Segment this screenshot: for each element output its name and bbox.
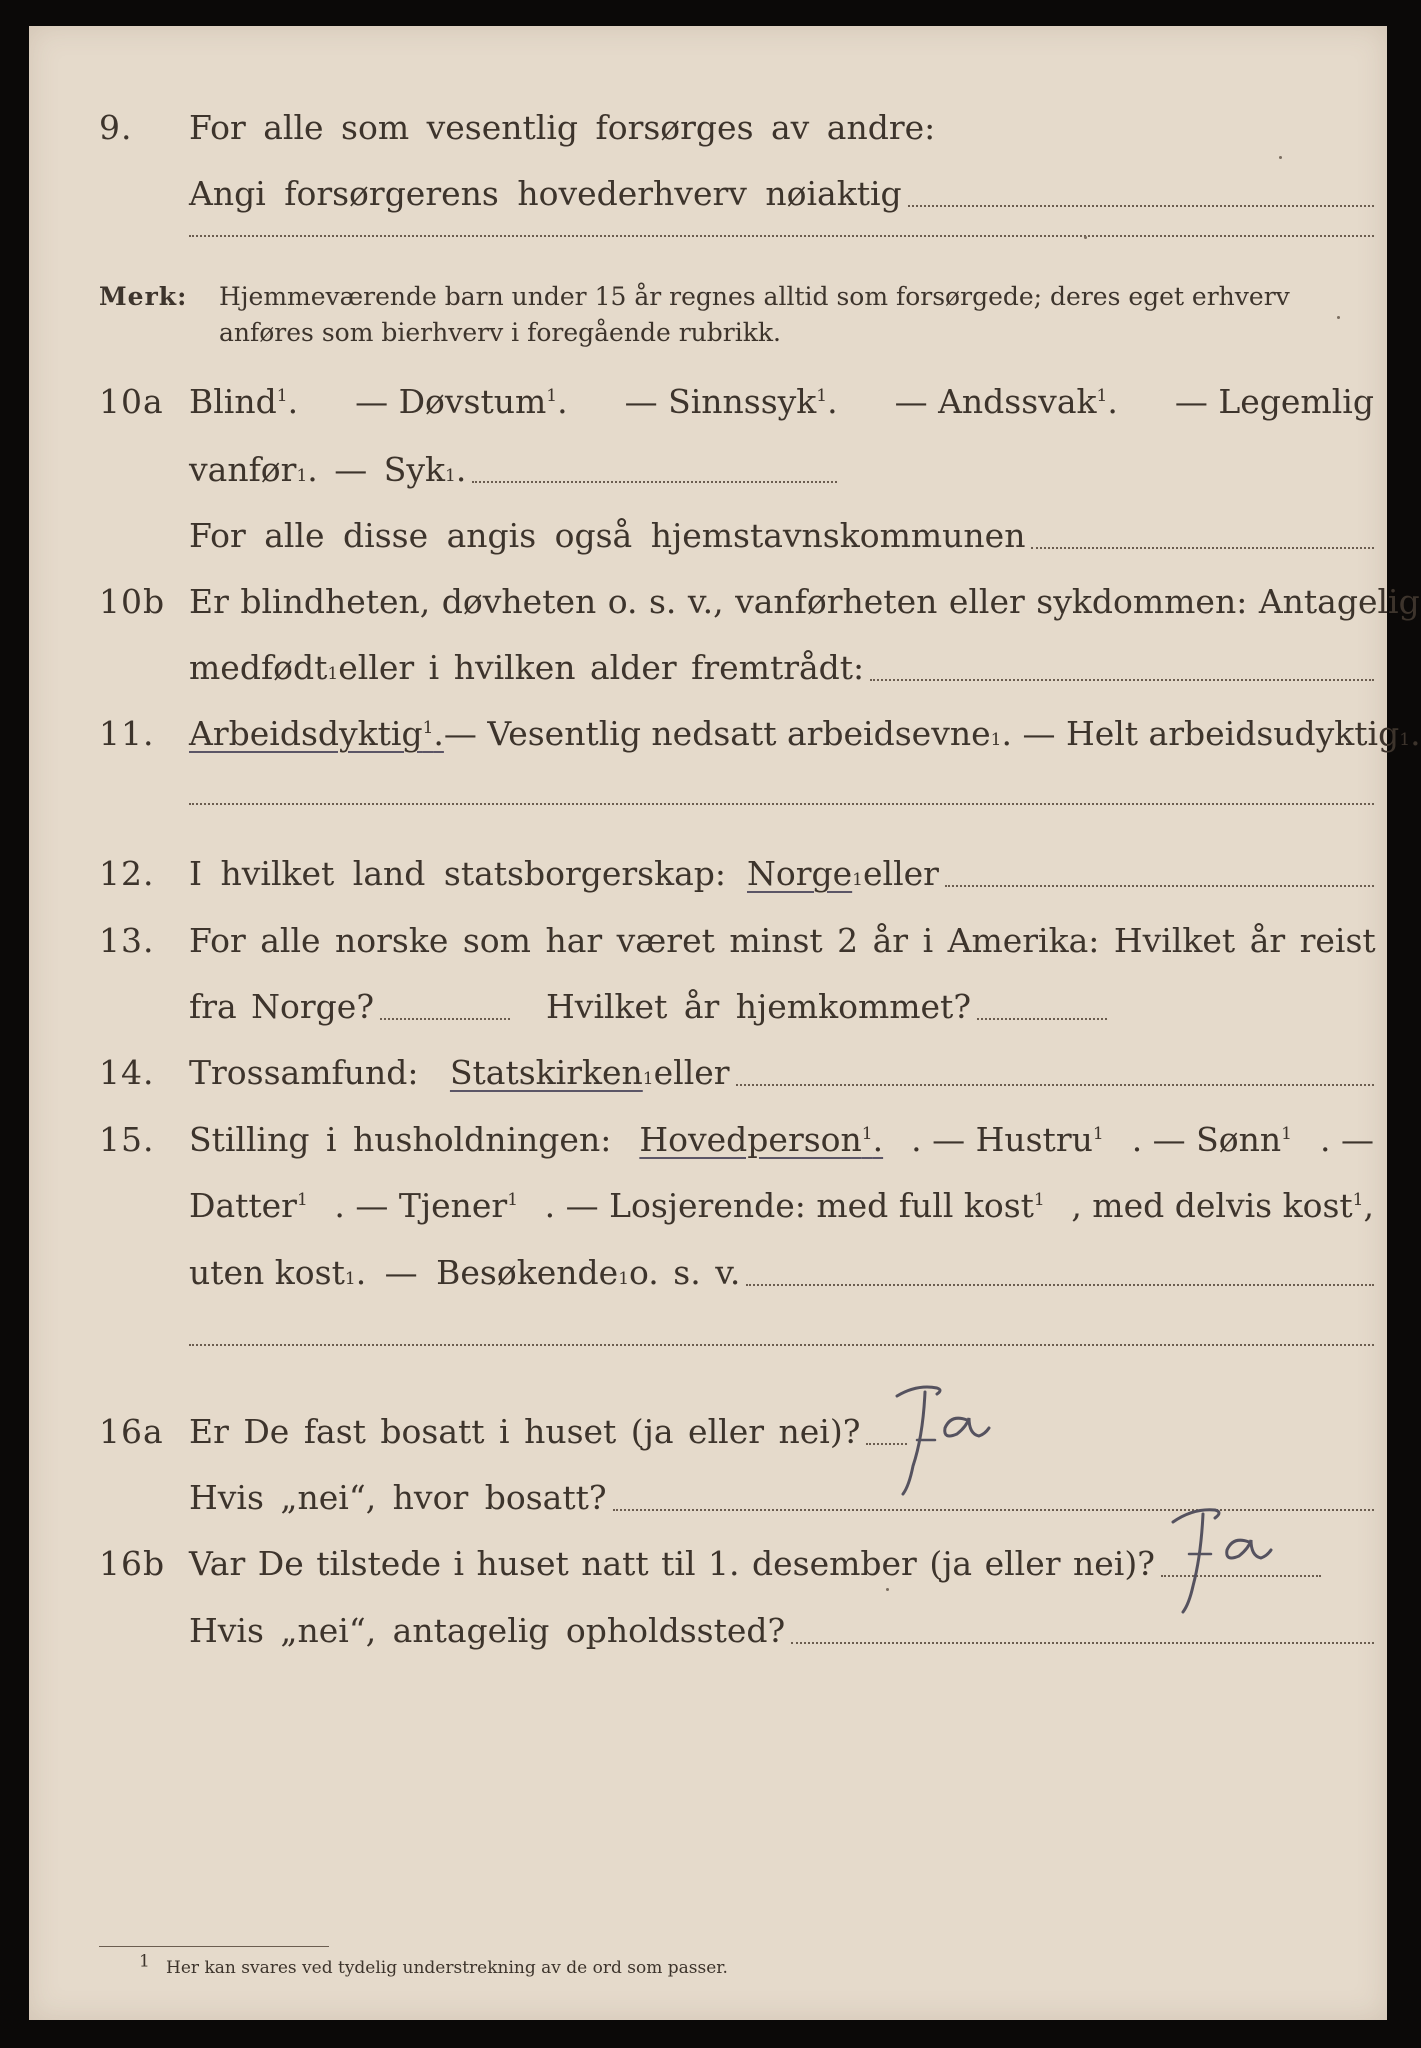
question-16a-row1 <box>29 1406 1387 1458</box>
answer-field[interactable] <box>870 678 1374 681</box>
option-norge-selected[interactable]: Norge <box>747 854 853 893</box>
footnote: $^1$ Her kan svares ved tydelig understrekning av de ord som passer. <box>139 1951 728 1978</box>
question-16b-row2 <box>29 1605 1387 1657</box>
option-full-kost[interactable]: . — Losjerende: med full kost$^1$ <box>544 1186 1045 1225</box>
option-dovstum[interactable]: — Døvstum$^1$. <box>355 382 568 421</box>
answer-line[interactable] <box>189 1344 1374 1346</box>
option-hovedperson-selected[interactable]: Hovedperson$^1$. <box>639 1120 884 1159</box>
question-12-row: 12. I hvilket land statsborgerskap: Norge 1 eller <box>29 848 1387 900</box>
answer-field[interactable] <box>613 1508 1374 1511</box>
question-9-row1 <box>29 102 1387 154</box>
answer-field[interactable] <box>791 1641 1374 1644</box>
answer-field[interactable] <box>866 1442 907 1445</box>
question-text: Er De fast bosatt i huset (ja eller nei)? <box>189 1412 861 1451</box>
option-datter[interactable]: Datter$^1$ <box>189 1186 308 1225</box>
question-number: 14. <box>99 1053 155 1092</box>
question-text: For alle norske som har været minst 2 år i Amerika: Hvilket år reist <box>189 921 1376 960</box>
question-15-row3: uten kost 1 . — Besøkende 1 o. s. v. <box>29 1247 1387 1299</box>
question-text: eller <box>863 854 939 893</box>
question-text: Var De tilstede i huset natt til 1. desember (ja eller nei)? <box>189 1544 1155 1583</box>
option-uten-kost[interactable]: uten kost <box>189 1253 345 1292</box>
question-10a-row2: vanfør 1 . — Syk 1 . <box>29 444 1387 496</box>
note-label: Merk: <box>99 282 188 311</box>
question-14-row: 14. Trossamfund: Statskirken 1 eller <box>29 1047 1387 1099</box>
question-text: For alle som vesentlig forsørges av andre: <box>189 108 936 147</box>
question-text: For alle disse angis også hjemstavnskommunen <box>189 516 1026 555</box>
option-delvis-kost[interactable]: , med delvis kost$^1$, <box>1071 1186 1374 1225</box>
paper-speck <box>1084 236 1087 239</box>
question-number: 10a <box>99 382 164 421</box>
option-helt-arbeidsudyktig[interactable]: . — Helt arbeidsudyktig <box>1001 714 1400 753</box>
question-text: eller <box>653 1053 730 1092</box>
answer-line[interactable] <box>189 803 1374 805</box>
question-10a-row3 <box>29 510 1387 562</box>
question-text: fra Norge? <box>189 987 375 1026</box>
question-text: Hvilket år hjemkommet? <box>546 987 972 1026</box>
question-text: Hvis „nei“, hvor bosatt? <box>189 1478 607 1517</box>
option-statskirken-selected[interactable]: Statskirken <box>449 1053 643 1092</box>
question-13-row1 <box>29 915 1387 967</box>
question-number: 10b <box>99 582 166 621</box>
question-text: Trossamfund: <box>189 1053 419 1092</box>
question-number: 13. <box>99 921 155 960</box>
option-tjener[interactable]: . — Tjener$^1$ <box>334 1186 519 1225</box>
note-text <box>219 279 1374 351</box>
option-hustru[interactable]: . — Hustru$^1$ <box>911 1120 1104 1159</box>
answer-field[interactable] <box>1161 1574 1321 1577</box>
question-13-row2 <box>29 981 1387 1033</box>
question-number: 12. <box>99 854 155 893</box>
option-blind[interactable]: Blind$^1$. <box>189 382 299 421</box>
question-text: Er blindheten, døvheten o. s. v., vanførheten eller sykdommen: Antagelig <box>189 582 1420 621</box>
question-number: 15. <box>99 1120 155 1159</box>
question-10b-row2: medfødt 1 eller i hvilken alder fremtrådt: <box>29 642 1387 694</box>
option-legemlig[interactable]: — Legemlig <box>1174 382 1374 421</box>
form-page <box>29 26 1421 2020</box>
question-text: I hvilket land statsborgerskap: <box>189 854 727 893</box>
question-number: 16a <box>99 1412 164 1451</box>
question-10a-row1 <box>29 376 1387 428</box>
question-11-row: 11. Arbeidsdyktig$^1$. — Vesentlig nedsatt arbeidsevne 1 . — Helt arbeidsudyktig 1 . <box>29 708 1387 760</box>
question-10b-row1 <box>29 576 1420 628</box>
note-line: Hjemmeværende barn under 15 år regnes alltid som forsørgede; deres eget erhverv <box>219 282 1290 311</box>
paper-speck <box>886 1588 889 1591</box>
question-text: Hvis „nei“, antagelig opholdssted? <box>189 1611 786 1650</box>
option-vanfor[interactable]: vanfør <box>189 450 297 489</box>
answer-field[interactable] <box>908 204 1374 207</box>
answer-field-reist[interactable] <box>380 1017 510 1020</box>
paper-speck <box>1279 156 1282 159</box>
note-line: anføres som bierhverv i foregående rubrikk. <box>219 318 781 347</box>
option-vesentlig-nedsatt[interactable]: — Vesentlig nedsatt arbeidsevne <box>443 714 991 753</box>
question-15-row2 <box>29 1180 1387 1232</box>
answer-field[interactable] <box>945 884 1374 887</box>
answer-field[interactable] <box>472 480 837 483</box>
answer-field[interactable] <box>1031 546 1374 549</box>
question-9-row2 <box>29 168 1387 220</box>
answer-line[interactable] <box>189 235 1374 237</box>
answer-field[interactable] <box>736 1083 1374 1086</box>
question-number: 11. <box>99 714 155 753</box>
question-number: 16b <box>99 1544 166 1583</box>
question-15-row1: 15. Stilling i husholdningen: Hovedperson$^1$. . — Hustru$^1$ . — Sønn$^1$ . — <box>29 1114 1387 1166</box>
answer-field-hjemkommet[interactable] <box>977 1017 1107 1020</box>
question-text: Angi forsørgerens hovederhverv nøiaktig <box>189 174 902 213</box>
question-text: eller i hvilken alder fremtrådt: <box>338 648 865 687</box>
option-arbeidsdyktig-selected[interactable]: Arbeidsdyktig$^1$. <box>189 714 444 753</box>
option-besokende[interactable]: . — Besøkende <box>355 1253 619 1292</box>
question-16a-row2 <box>29 1472 1387 1524</box>
option-sonn[interactable]: . — Sønn$^1$ <box>1131 1120 1292 1159</box>
question-16b-row1 <box>29 1538 1387 1590</box>
footnote-divider <box>99 1946 329 1947</box>
option-sinnssyk[interactable]: — Sinnssyk$^1$. <box>624 382 838 421</box>
paper-speck <box>1337 316 1340 319</box>
option-andssvak[interactable]: — Andssvak$^1$. <box>894 382 1118 421</box>
option-syk[interactable]: . — Syk <box>307 450 445 489</box>
question-number: 9. <box>99 108 133 147</box>
answer-field[interactable] <box>746 1283 1374 1286</box>
